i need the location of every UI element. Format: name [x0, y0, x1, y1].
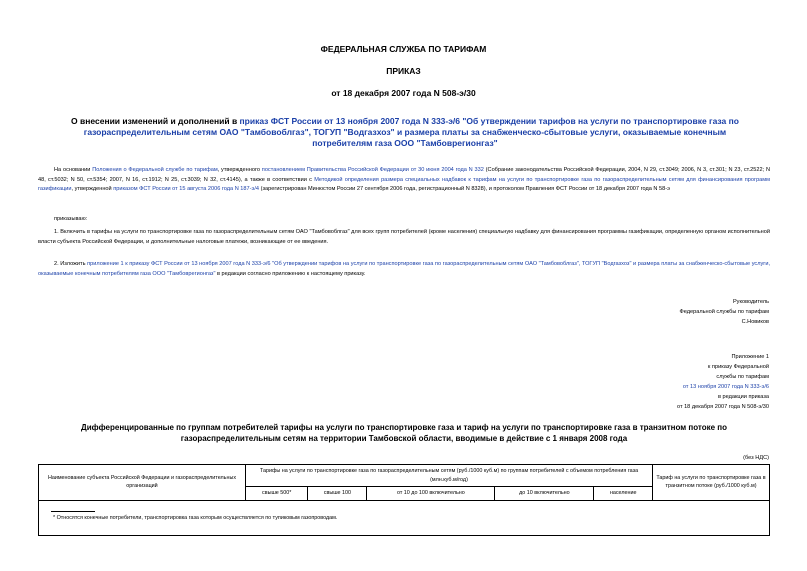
table-title: Дифференцированные по группам потребителей тарифы на услуги по транспортировке газа и тариф на услуги по транспортировке газа в транзитном потоке по газораспределительным сетям на территории Тамбовской области, вводимые в действие с 1 января 2008 года: [81, 423, 727, 443]
order-phrase: [38, 215, 770, 225]
header-organization: Наименование субъекта Российской Федерации и газораспределительных организаций: [39, 465, 246, 501]
vat-note: (без НДС): [743, 455, 769, 461]
appendix-line: от 18 декабря 2007 года N 508-э/30: [676, 404, 769, 410]
agency-name: ФЕДЕРАЛЬНАЯ СЛУЖБА ПО ТАРИФАМ: [320, 44, 487, 54]
text-fragment: в редакции согласно приложению к настоящему приказу.: [215, 270, 366, 277]
link-regulation[interactable]: Положения о Федеральной службе по тарифам: [92, 167, 218, 173]
clause-1: [38, 228, 770, 247]
document-title: [70, 116, 740, 149]
link-methodology[interactable]: Методикой определения размера специальных надбавок к тарифам на услуги по транспортировке газа по газораспределительным сетям для финансирования программ газификации: [38, 176, 770, 193]
document-date: от 18 декабря 2007 года N 508-э/30: [331, 88, 476, 98]
header-tariffs: Тарифы на услуги по транспортировке газа по газораспределительным сетям (руб./1000 куб.м) по группам потребителей с объемом потребления газа (млн.куб.м/год): [246, 465, 653, 487]
clause-2: [38, 260, 770, 279]
text-fragment: 1. Включить в тарифы на услуги по транспортировке газа по газораспределительным сетям ОАО "Тамбовоблгаз" для всех групп потребителей (кроме населения) специальную надбавку для финансирования программы газификации, определенную органом исполнительной власти субъекта Российской Федерации, и дополнительные налоговые платежи, возникающие от ее введения.: [38, 229, 770, 245]
signer-title: Руководитель: [732, 299, 769, 305]
signer-organization: Федеральной службы по тарифам: [679, 309, 769, 315]
title-prefix: О внесении изменений и дополнений в: [71, 116, 240, 126]
text-fragment: На основании: [54, 167, 93, 173]
title-link[interactable]: приказ ФСТ России от 13 ноября 2007 года N 333-э/6 "Об утверждении тарифов на услуги по транспортировке газа по газораспределительным сетям ОАО "Тамбовоблгаз", ТОГУП "Водгазхоз" и размера платы за снабженческо-сбытовые услуги, оказываемые конечным потребителям газа ООО "Тамбоврегионгаз": [83, 116, 739, 148]
text-fragment: 2. Изложить: [54, 261, 88, 267]
signature-block: [680, 297, 770, 327]
subheader-over-500: свыше 500*: [246, 487, 308, 501]
link-appendix[interactable]: приложение 1 к приказу ФСТ России от 13 ноября 2007 года N 333-э/6 "Об утверждении тарифов на услуги по транспортировке газа по газораспределительным сетям ОАО "Тамбовоблгаз", ТОГУП "Водгазхоз" и размера платы за снабженческо-сбытовые услуги, оказываемые конечным потребителям газа ООО "Тамбоврегионгаз": [38, 261, 771, 277]
footnote-text: * Относятся конечные потребители, транспортировка газа которым осуществляется по тупиковым газопроводам.: [53, 515, 338, 521]
link-government-decree[interactable]: постановлением Правительства Российской Федерации от 30 июня 2004 года N 332: [261, 167, 484, 173]
table-header-row: [39, 465, 770, 487]
footnote-divider: [51, 511, 95, 512]
appendix-line: службы по тарифам: [716, 374, 769, 380]
subheader-10-100: от 10 до 100 включительно: [367, 487, 495, 501]
subheader-over-100: свыше 100: [308, 487, 367, 501]
tariff-table: [38, 464, 770, 501]
appendix-header: [677, 352, 769, 412]
header-transit: Тариф на услуги по транспортировке газа в транзитном потоке (руб./1000 куб.м): [653, 465, 770, 501]
subheader-population: население: [594, 487, 653, 501]
link-fst-order[interactable]: приказом ФСТ России от 15 августа 2006 года N 187-э/4: [113, 186, 260, 193]
text-fragment: , утвержденного: [217, 167, 262, 173]
footnote-box: [38, 500, 770, 536]
signer-name: С.Новиков: [741, 319, 769, 325]
subheader-up-to-10: до 10 включительно: [495, 487, 594, 501]
text-fragment: (зарегистрирован Минюстом России 27 сентября 2006 года, регистрационный N 8328), и протоколом Правления ФСТ России от 18 декабря 2007 года N 58-э: [259, 186, 670, 193]
text-fragment: (Собрание законодательства Российской Федерации, 2004, N 29, ст.3049; 2006, N 3, ст.301; N 23, ст.2522; N 48, ст.5032; N 50, ст.5354; 2007, N 16, ст.1912; N 25, ст.3039; N 32, ст.4145), а также в соответствии с: [38, 167, 771, 183]
appendix-line: к приказу Федеральной: [707, 364, 769, 370]
document-type: ПРИКАЗ: [386, 66, 421, 76]
text-fragment: приказываю:: [54, 216, 88, 222]
appendix-order-link[interactable]: от 13 ноября 2007 года N 333-э/6: [682, 384, 769, 390]
preamble-paragraph: [38, 166, 770, 195]
text-fragment: , утвержденной: [71, 186, 114, 193]
appendix-number: Приложение 1: [731, 354, 769, 360]
appendix-line: в редакции приказа: [717, 394, 769, 400]
